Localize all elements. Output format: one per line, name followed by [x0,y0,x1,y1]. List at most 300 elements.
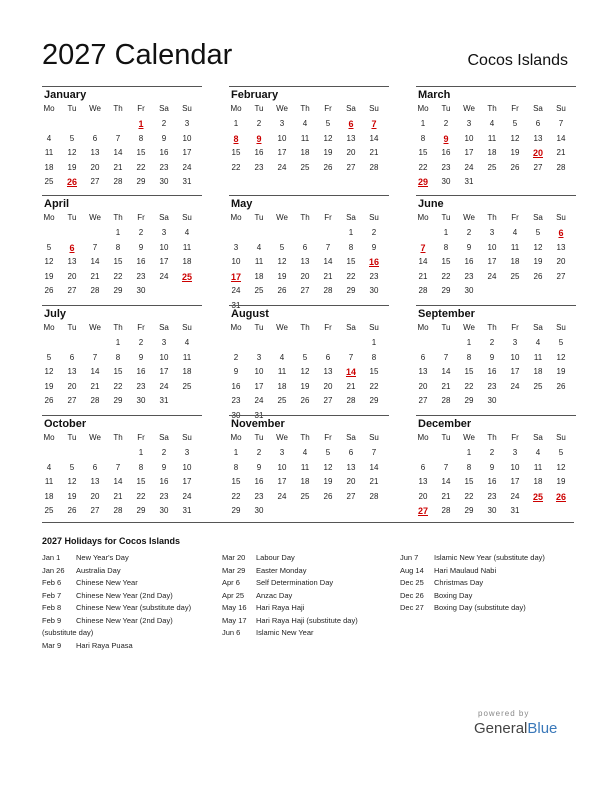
holiday-date: May 16 [222,603,247,612]
day-cell: 2 [138,338,144,347]
weekday-header: We [89,104,101,113]
day-cell: 19 [67,491,77,501]
weekday-header: Tu [441,213,451,222]
day-cell: 2 [489,338,495,347]
weekday-header: We [276,104,288,113]
day-cell: 24 [182,491,192,501]
holiday-name: Islamic New Year (substitute day) [434,553,545,562]
weekday-header: Th [487,323,497,332]
day-cell: 1 [420,119,426,128]
holiday-row [222,577,402,590]
brand-text-general: General [474,720,528,737]
day-cell: 22 [113,271,123,281]
day-cell: 20 [67,381,77,391]
month-september [416,305,576,405]
weekday-header: Th [300,323,310,332]
weekday-header: Sa [346,213,356,222]
holiday-name: Christmas Day [434,578,484,587]
day-cell: 23 [487,381,497,391]
holiday-name: Chinese New Year [76,578,138,587]
day-cell: 19 [556,367,566,376]
day-cell: 7 [115,462,121,472]
holiday-date: Aug 14 [400,565,424,575]
day-cell: 11 [533,352,543,362]
day-cell: 13 [90,477,100,486]
holiday-date: Jan 1 [42,553,61,562]
day-cell: 11 [44,148,54,157]
day-cell: 25 [533,381,543,391]
holiday-date: Jun 6 [222,628,241,637]
day-cell: 5 [535,228,541,237]
weekday-header: Su [182,323,192,332]
day-cell: 19 [323,477,333,486]
day-cell: 29 [113,396,123,405]
day-cell: 14 [441,367,451,376]
holiday-column [400,552,580,615]
month-april [42,195,202,295]
day-cell: 7 [443,352,449,362]
weekday-header: Th [113,433,123,442]
day-cell: 11 [510,242,520,252]
holiday-row [42,640,222,653]
day-cell: 5 [325,448,331,457]
day-cell: 21 [441,491,451,501]
day-cell: 14 [90,257,100,266]
day-cell: 15 [231,477,241,486]
day-cell: 9 [489,352,495,362]
holiday-name: Hari Maulaud Nabi [434,565,497,575]
day-cell: 10 [182,133,192,143]
day-cell: 15 [136,477,146,486]
day-cell: 17 [487,257,497,266]
day-cell: 10 [277,462,287,472]
day-cell: 8 [138,133,144,143]
day-cell: 21 [346,381,356,391]
weekday-header: Mo [43,104,55,113]
day-cell: 29 [136,506,146,515]
day-cell: 6 [535,119,541,128]
weekday-header: Sa [533,213,543,222]
day-cell: 22 [369,381,379,391]
holiday-name: Self Determination Day [256,578,334,587]
holiday-date: Feb 6 [42,578,62,587]
day-cell: 1 [371,338,377,347]
day-cell: 4 [184,338,190,347]
day-cell: 30 [159,506,169,515]
day-cell: 9 [489,462,495,472]
day-cell: 29 [136,177,146,186]
day-cell: 25 [44,506,54,515]
day-cell: 2 [371,228,377,237]
day-cell: 30 [369,286,379,295]
holiday-row [42,602,222,615]
day-cell: 8 [466,462,472,472]
holiday-name: Chinese New Year (2nd Day) [76,615,173,625]
day-cell: 20 [346,148,356,157]
day-cell: 3 [512,448,518,457]
day-cell: 28 [346,396,356,405]
day-cell: 4 [184,228,190,237]
day-cell: 20 [346,477,356,486]
holiday-row [222,552,402,565]
day-cell: 15 [464,367,474,376]
day-cell: 9 [256,462,262,472]
day-cell: 10 [464,133,474,143]
day-cell: 20 [418,491,428,501]
month-name: September [418,308,475,320]
day-cell: 3 [489,228,495,237]
day-cell: 14 [369,462,379,472]
day-cell: 15 [369,367,379,376]
holiday-day: 25 [532,491,543,502]
day-cell: 13 [418,367,428,376]
day-cell: 5 [46,352,52,362]
month-name: July [44,308,67,320]
day-cell: 14 [441,477,451,486]
day-cell: 15 [136,148,146,157]
month-may [229,195,389,310]
day-cell: 12 [277,257,287,266]
day-cell: 10 [277,133,287,143]
day-cell: 21 [90,381,100,391]
weekday-header: Tu [441,433,451,442]
day-cell: 5 [302,352,308,362]
holiday-date: Apr 6 [222,578,240,587]
holiday-row [400,590,580,603]
weekday-header: Sa [533,104,543,113]
day-cell: 18 [254,271,264,281]
day-cell: 22 [464,491,474,501]
day-cell: 19 [44,271,54,281]
day-cell: 9 [233,367,239,376]
month-name: October [44,418,87,430]
weekday-header: Sa [159,433,169,442]
holiday-row [400,565,580,578]
holiday-name: Anzac Day [256,590,293,600]
weekday-header: Su [556,323,566,332]
day-cell: 6 [325,352,331,362]
day-cell: 8 [138,462,144,472]
holiday-row [400,602,580,615]
day-cell: 10 [182,462,192,472]
weekday-header: Sa [159,323,169,332]
day-cell: 5 [325,119,331,128]
holiday-date: Apr 25 [222,590,245,600]
weekday-header: Su [369,213,379,222]
weekday-header: Tu [67,433,77,442]
day-cell: 27 [90,506,100,515]
holiday-day: 9 [443,133,449,144]
day-cell: 21 [113,491,123,501]
day-cell: 7 [92,352,98,362]
month-name: November [231,418,285,430]
weekday-header: We [463,323,475,332]
day-cell: 30 [464,286,474,295]
weekday-header: Fr [324,433,332,442]
day-cell: 8 [233,462,239,472]
day-cell: 5 [558,448,564,457]
holiday-date: Dec 27 [400,603,424,612]
holiday-day: 14 [345,367,356,377]
day-cell: 3 [184,119,190,128]
month-divider [229,195,389,196]
weekday-header: Mo [230,433,242,442]
holiday-name: Islamic New Year [256,628,314,637]
holiday-row [42,577,222,590]
holiday-day: 8 [233,133,239,144]
holiday-row [42,615,222,628]
weekday-header: Su [556,433,566,442]
day-cell: 28 [90,396,100,405]
day-cell: 26 [556,381,566,391]
weekday-header: We [463,433,475,442]
month-divider [42,86,202,87]
day-cell: 13 [346,133,356,143]
month-name: December [418,418,472,430]
day-cell: 13 [556,242,566,252]
day-cell: 19 [556,477,566,486]
day-cell: 23 [136,381,146,391]
day-cell: 16 [487,477,497,486]
day-cell: 11 [44,477,54,486]
day-cell: 1 [233,119,239,128]
weekday-header: Fr [137,104,145,113]
day-cell: 18 [277,381,287,391]
day-cell: 26 [323,162,333,172]
weekday-header: Mo [417,433,429,442]
day-cell: 24 [159,271,169,281]
day-cell: 26 [300,396,310,405]
weekday-header: Sa [346,323,356,332]
month-february [229,86,389,186]
brand-logo[interactable] [474,720,557,737]
day-cell: 16 [136,367,146,376]
weekday-header: Su [182,433,192,442]
day-cell: 20 [300,271,310,281]
day-cell: 13 [346,462,356,472]
holiday-name: Australia Day [76,565,121,575]
day-cell: 30 [487,396,497,405]
day-cell: 25 [300,491,310,501]
weekday-header: Sa [159,213,169,222]
day-cell: 28 [441,396,451,405]
day-cell: 25 [182,381,192,391]
day-cell: 22 [231,491,241,501]
day-cell: 7 [558,119,564,128]
day-cell: 19 [277,271,287,281]
month-name: June [418,198,444,210]
day-cell: 16 [254,148,264,157]
day-cell: 13 [418,477,428,486]
day-cell: 4 [302,119,308,128]
day-cell: 28 [369,162,379,172]
day-cell: 26 [323,491,333,501]
day-cell: 12 [510,133,520,143]
weekday-header: Tu [254,323,264,332]
day-cell: 20 [67,271,77,281]
day-cell: 13 [323,367,333,376]
day-cell: 17 [510,477,520,486]
holiday-date: Jun 7 [400,553,419,562]
day-cell: 7 [371,448,377,457]
day-cell: 2 [138,228,144,237]
month-name: March [418,89,451,101]
day-cell: 16 [254,477,264,486]
day-cell: 23 [441,162,451,172]
weekday-header: Fr [137,433,145,442]
day-cell: 13 [67,257,77,266]
day-cell: 26 [67,506,77,515]
holiday-date: Dec 26 [400,590,424,600]
day-cell: 20 [90,162,100,172]
day-cell: 8 [115,352,121,362]
day-cell: 8 [466,352,472,362]
day-cell: 12 [300,367,310,376]
day-cell: 30 [441,177,451,186]
month-july [42,305,202,405]
day-cell: 29 [464,506,474,515]
day-cell: 3 [233,242,239,252]
day-cell: 27 [300,286,310,295]
weekday-header: Th [300,213,310,222]
day-cell: 1 [443,228,449,237]
holiday-name: Chinese New Year (substitute day) [76,603,192,612]
weekday-header: Th [300,433,310,442]
weekday-header: We [89,433,101,442]
region-name: Cocos Islands [467,52,568,69]
weekday-header: We [463,104,475,113]
month-divider [416,195,576,196]
weekday-header: Su [556,213,566,222]
powered-by-text: powered by [478,709,530,718]
day-cell: 5 [69,133,75,143]
day-cell: 26 [277,286,287,295]
day-cell: 7 [115,133,121,143]
day-cell: 28 [113,177,123,186]
day-cell: 22 [418,162,428,172]
holiday-row [222,565,402,578]
day-cell: 19 [323,148,333,157]
holiday-day: 6 [558,228,564,238]
day-cell: 17 [182,148,192,157]
holiday-day: 29 [417,177,428,187]
day-cell: 7 [92,242,98,252]
day-cell: 4 [279,352,285,362]
weekday-header: Th [487,213,497,222]
day-cell: 6 [420,352,426,362]
day-cell: 15 [418,148,428,157]
weekday-header: Mo [43,323,55,332]
day-cell: 16 [159,148,169,157]
day-cell: 22 [136,491,146,501]
weekday-header: Su [182,213,192,222]
day-cell: 4 [46,462,52,472]
day-cell: 21 [369,477,379,486]
day-cell: 9 [161,462,167,472]
day-cell: 30 [136,396,146,405]
weekday-header: We [89,213,101,222]
month-divider [229,415,389,416]
holiday-row [222,602,402,615]
holiday-name: New Year's Day [76,553,129,562]
day-cell: 14 [556,133,566,143]
day-cell: 6 [92,462,98,472]
day-cell: 20 [323,381,333,391]
day-cell: 12 [533,242,543,252]
holiday-day: 20 [532,148,543,158]
day-cell: 25 [44,177,54,186]
day-cell: 11 [300,462,310,472]
brand-text-blue: Blue [527,720,558,737]
month-december [416,415,576,515]
holiday-row [42,627,222,640]
day-cell: 17 [182,477,192,486]
day-cell: 10 [254,367,264,376]
holiday-row [42,565,222,578]
month-divider [42,305,202,306]
day-cell: 27 [323,396,333,405]
day-cell: 3 [512,338,518,347]
day-cell: 16 [159,477,169,486]
day-cell: 27 [67,396,77,405]
day-cell: 10 [487,242,497,252]
day-cell: 29 [346,286,356,295]
day-cell: 2 [489,448,495,457]
day-cell: 11 [300,133,310,143]
day-cell: 29 [231,506,241,515]
day-cell: 13 [67,367,77,376]
day-cell: 4 [256,242,262,252]
day-cell: 22 [441,271,451,281]
day-cell: 5 [46,242,52,252]
weekday-header: Tu [441,104,451,113]
weekday-header: Th [487,104,497,113]
day-cell: 28 [369,491,379,501]
weekday-header: Tu [67,213,77,222]
weekday-header: Mo [230,213,242,222]
day-cell: 28 [323,286,333,295]
day-cell: 17 [277,477,287,486]
weekday-header: Fr [324,323,332,332]
weekday-header: Sa [533,433,543,442]
day-cell: 31 [254,410,264,420]
day-cell: 22 [231,162,241,172]
weekday-header: Su [556,104,566,113]
holiday-date: Feb 8 [42,603,62,612]
weekday-header: Mo [230,323,242,332]
day-cell: 13 [533,133,543,143]
day-cell: 1 [115,338,121,347]
day-cell: 18 [300,148,310,157]
day-cell: 21 [369,148,379,157]
day-cell: 4 [46,133,52,143]
day-cell: 30 [254,506,264,515]
day-cell: 13 [300,257,310,266]
weekday-header: Sa [346,433,356,442]
month-name: February [231,89,279,101]
holiday-date: Mar 20 [222,553,246,562]
day-cell: 11 [277,367,287,376]
day-cell: 1 [138,448,144,457]
day-cell: 22 [136,162,146,172]
weekday-header: Fr [511,323,519,332]
day-cell: 12 [67,148,77,157]
day-cell: 21 [90,271,100,281]
day-cell: 31 [182,506,192,515]
month-divider [416,305,576,306]
weekday-header: Mo [417,213,429,222]
day-cell: 15 [113,367,123,376]
